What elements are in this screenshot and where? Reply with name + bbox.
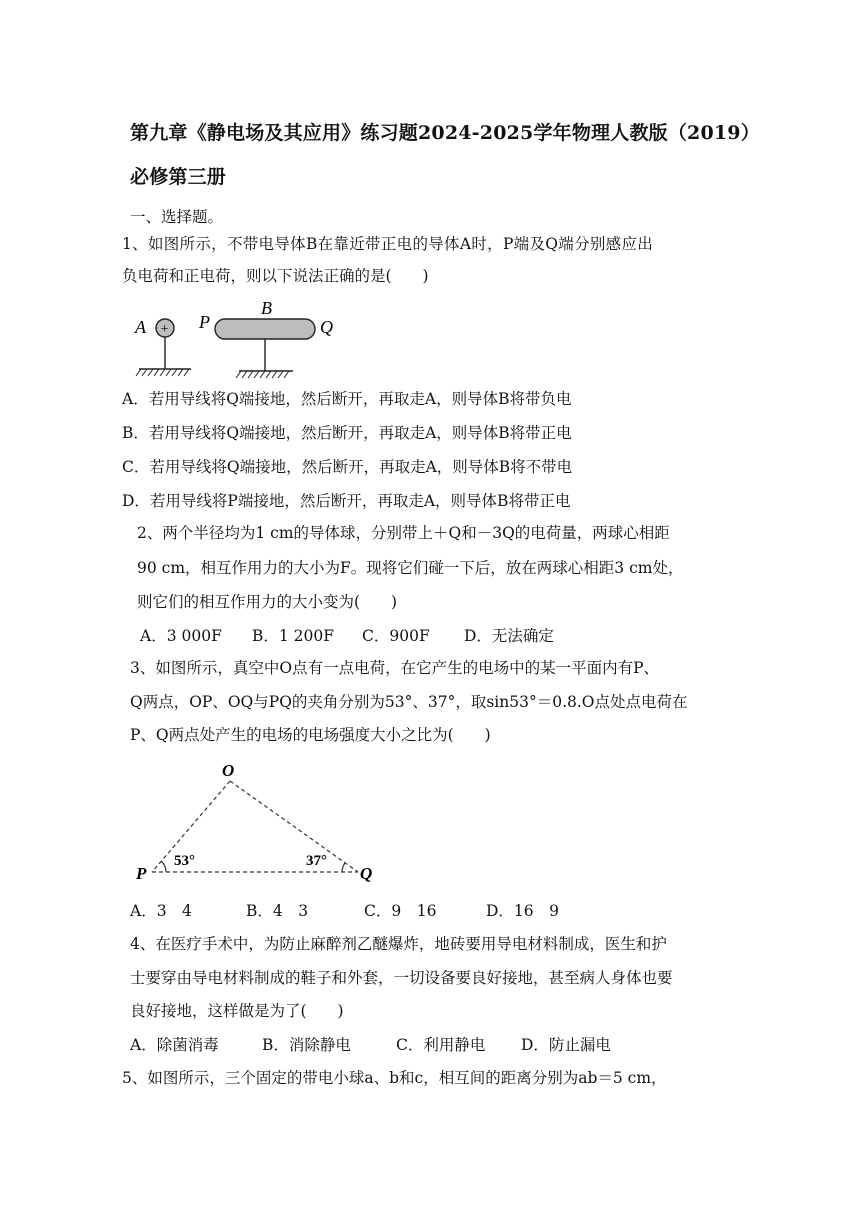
q1-option-d: D．若用导线将P端接地，然后断开，再取走A，则导体B将带正电 <box>122 492 571 510</box>
q4-option-c: C．利用静电 <box>396 1036 486 1054</box>
q1-option-a: A．若用导线将Q端接地，然后断开，再取走A，则导体B将带负电 <box>122 390 572 408</box>
q4-option-a: A．除菌消毒 <box>130 1036 219 1054</box>
q1-label-p: P <box>199 312 210 332</box>
conductor-b <box>215 319 315 339</box>
q3-stem-line2: Q两点，OP、OQ与PQ的夹角分别为53°、37°，取sin53°＝0.8.O点处点电荷在 <box>130 693 688 711</box>
q1-figure <box>125 295 355 385</box>
q2-stem-line2: 90 cm，相互作用力的大小为F。现将它们碰一下后，放在两球心相距3 cm处， <box>137 559 684 577</box>
q1-label-q: Q <box>320 317 333 337</box>
q4-option-d: D．防止漏电 <box>521 1036 611 1054</box>
ground-hatch-b <box>236 371 289 378</box>
q3-label-q: Q <box>360 864 373 883</box>
page-subtitle: 必修第三册 <box>130 166 227 188</box>
q3-figure <box>130 755 390 885</box>
section-heading: 一、选择题。 <box>130 208 224 226</box>
ground-hatch-a <box>136 369 189 376</box>
q5-stem-line1: 5、如图所示，三个固定的带电小球a、b和c，相互间的距离分别为ab＝5 cm， <box>122 1069 667 1087</box>
q2-option-b: B．1 200F <box>252 627 335 645</box>
q4-stem-line3: 良好接地，这样做是为了( ) <box>130 1002 344 1020</box>
q3-option-d: D．16 9 <box>486 902 560 920</box>
q1-label-a: A <box>135 317 146 337</box>
q2-option-a: A．3 000F <box>140 627 222 645</box>
q2-option-c: C．900F <box>362 627 430 645</box>
page-title: 第九章《静电场及其应用》练习题2024-2025学年物理人教版（2019） <box>130 122 760 144</box>
q3-option-c: C．9 16 <box>364 902 437 920</box>
q3-stem-line1: 3、如图所示，真空中O点有一点电荷，在它产生的电场中的某一平面内有P、 <box>130 659 660 677</box>
q3-stem-line3: P、Q两点处产生的电场的电场强度大小之比为( ) <box>130 726 491 744</box>
q1-stem-line1: 1、如图所示，不带电导体B在靠近带正电的导体A时，P端及Q端分别感应出 <box>122 235 654 253</box>
q3-angle-q: 37° <box>306 853 327 869</box>
segment-oq <box>230 781 358 872</box>
q4-option-b: B．消除静电 <box>262 1036 351 1054</box>
q3-option-a: A．3 4 <box>130 902 192 920</box>
angle-arc-p <box>161 861 166 872</box>
q1-label-plus: + <box>160 322 169 337</box>
q1-option-c: C．若用导线将Q端接地，然后断开，再取走A，则导体B将不带电 <box>122 458 573 476</box>
q2-stem-line1: 2、两个半径均为1 cm的导体球，分别带上＋Q和－3Q的电荷量，两球心相距 <box>137 524 670 542</box>
q4-stem-line1: 4、在医疗手术中，为防止麻醉剂乙醚爆炸，地砖要用导电材料制成，医生和护 <box>130 935 667 953</box>
q2-stem-line3: 则它们的相互作用力的大小变为( ) <box>137 593 398 611</box>
q3-label-p: P <box>136 864 147 883</box>
q3-option-b: B．4 3 <box>246 902 309 920</box>
q1-label-b: B <box>261 298 272 318</box>
q3-label-o: O <box>222 761 235 780</box>
q1-stem-line2: 负电荷和正电荷，则以下说法正确的是( ) <box>122 267 429 285</box>
angle-arc-q <box>342 863 345 872</box>
q2-option-d: D．无法确定 <box>464 627 554 645</box>
q3-angle-p: 53° <box>174 853 195 869</box>
q4-stem-line2: 士要穿由导电材料制成的鞋子和外套，一切设备要良好接地，甚至病人身体也要 <box>130 969 673 987</box>
q1-option-b: B．若用导线将Q端接地，然后断开，再取走A，则导体B将带正电 <box>122 424 572 442</box>
